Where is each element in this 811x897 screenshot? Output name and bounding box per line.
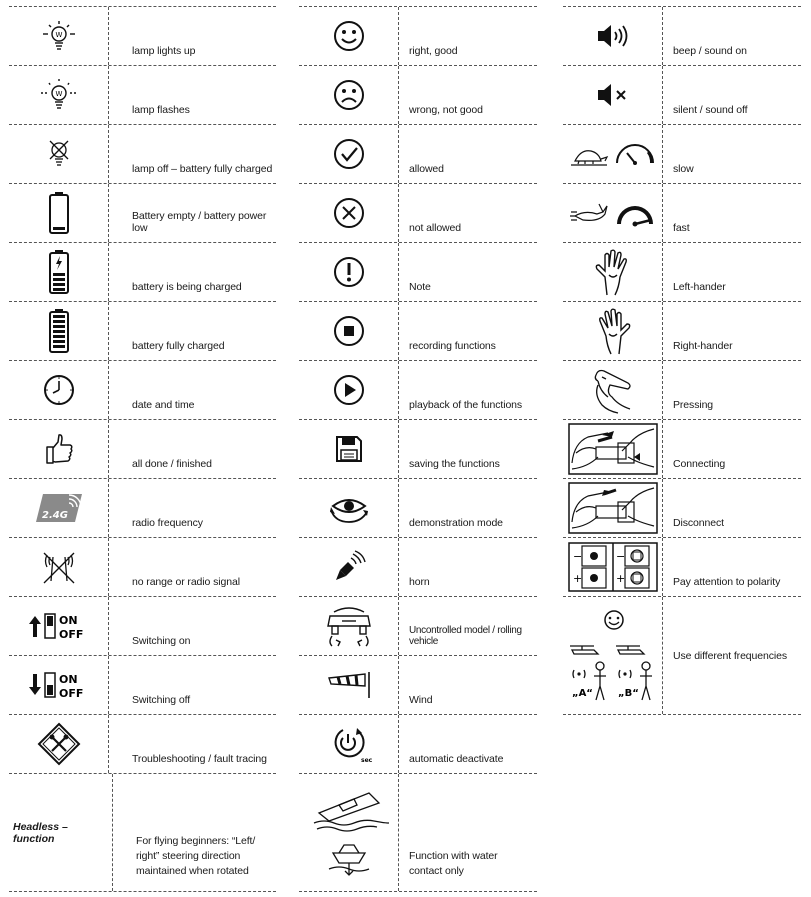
row-label: Right-hander — [673, 340, 733, 352]
row-label: Connecting — [673, 458, 726, 470]
row-label: fast — [673, 222, 690, 234]
headless-title: Headless – function — [13, 820, 68, 845]
row-label: battery fully charged — [132, 340, 225, 352]
switch-on-icon — [9, 597, 109, 655]
table-row — [563, 597, 801, 715]
table-row — [9, 66, 276, 125]
lamp-off-icon — [9, 125, 109, 183]
row-label: Pressing — [673, 399, 714, 411]
table-row — [299, 6, 537, 66]
table-row — [299, 125, 537, 184]
table-row — [299, 184, 537, 243]
row-label: lamp lights up — [132, 45, 196, 57]
minus-sign: − — [572, 550, 582, 563]
fast-rabbit-icon — [563, 184, 663, 242]
table-row — [9, 6, 276, 66]
row-label: Battery empty / battery power low — [132, 210, 267, 234]
row-label: not allowed — [409, 222, 462, 234]
battery-charging-icon — [9, 243, 109, 301]
auto-off-icon — [299, 715, 399, 773]
table-row — [299, 243, 537, 302]
table-row — [563, 420, 801, 479]
table-row — [9, 361, 276, 420]
table-row — [9, 302, 276, 361]
svg-text:W: W — [55, 90, 62, 98]
save-disk-icon — [299, 420, 399, 478]
table-row — [563, 302, 801, 361]
row-label: horn — [409, 576, 430, 588]
row-label: beep / sound on — [673, 45, 747, 57]
row-label: lamp off – battery fully charged — [132, 163, 273, 175]
table-row — [563, 361, 801, 420]
thumbs-up-icon — [9, 420, 109, 478]
check-circle-icon — [299, 125, 399, 183]
table-row — [299, 420, 537, 479]
row-label: Disconnect — [673, 517, 724, 529]
table-row — [563, 479, 801, 538]
table-row — [9, 774, 276, 892]
table-row — [9, 479, 276, 538]
row-label: slow — [673, 163, 694, 175]
battery-empty-icon — [9, 184, 109, 242]
frequencies-icon — [563, 597, 663, 714]
row-label: Pay attention to polarity — [673, 576, 781, 588]
row-label: no range or radio signal — [132, 576, 240, 588]
lamp-on-icon — [9, 7, 109, 65]
sec-text: sec — [360, 757, 372, 764]
table-row — [299, 715, 537, 774]
table-row — [9, 656, 276, 715]
row-label: allowed — [409, 163, 444, 175]
disconnect-icon — [563, 479, 663, 537]
table-row — [563, 125, 801, 184]
row-label: lamp flashes — [132, 104, 190, 116]
polarity-icon — [563, 538, 663, 596]
troubleshooting-icon — [9, 715, 109, 773]
minus-sign: − — [615, 550, 625, 563]
right-hand-icon — [563, 302, 663, 360]
table-row — [9, 420, 276, 479]
row-label: Left-hander — [673, 281, 726, 293]
row-label: wrong, not good — [409, 104, 483, 116]
label-b: „B“ — [617, 687, 639, 699]
record-icon — [299, 302, 399, 360]
table-row — [299, 597, 537, 656]
pressing-finger-icon — [563, 361, 663, 419]
row-label: Function with water contact only — [409, 850, 498, 877]
symbol-table-column-2 — [299, 6, 537, 892]
battery-full-icon — [9, 302, 109, 360]
slow-turtle-icon — [563, 125, 663, 183]
table-row — [9, 715, 276, 774]
plus-sign: + — [615, 572, 625, 585]
off-text: OFF — [58, 628, 83, 641]
table-row — [299, 479, 537, 538]
table-row — [299, 774, 537, 892]
table-row — [563, 243, 801, 302]
table-row — [299, 302, 537, 361]
table-row — [299, 361, 537, 420]
row-label: For flying beginners: “Left/ right” steering direction maintained when rotated — [136, 835, 256, 877]
row-label: Use different frequencies — [673, 649, 788, 662]
car-rolling-icon — [299, 597, 399, 655]
demo-eye-icon — [299, 479, 399, 537]
exclamation-circle-icon — [299, 243, 399, 301]
symbol-table-column-3 — [563, 6, 801, 715]
row-label: automatic deactivate — [409, 753, 504, 765]
table-row — [9, 597, 276, 656]
row-label: recording functions — [409, 340, 496, 352]
connecting-icon — [563, 420, 663, 478]
headless-function — [9, 774, 113, 891]
table-row — [563, 184, 801, 243]
speaker-off-icon — [563, 66, 663, 124]
x-circle-icon — [299, 184, 399, 242]
boat-water-icon — [299, 774, 399, 891]
table-row — [299, 66, 537, 125]
speaker-on-icon — [563, 7, 663, 65]
row-label: radio frequency — [132, 517, 203, 529]
table-row — [563, 6, 801, 66]
lamp-flash-icon — [9, 66, 109, 124]
row-label: Note — [409, 281, 431, 293]
switch-off-icon — [9, 656, 109, 714]
on-text: ON — [58, 673, 78, 686]
row-label: Switching on — [132, 635, 191, 647]
row-label: playback of the functions — [409, 399, 523, 411]
table-row — [9, 538, 276, 597]
svg-text:W: W — [55, 31, 62, 39]
table-row — [563, 538, 801, 597]
radio-frequency-icon — [9, 479, 109, 537]
smiley-icon — [299, 7, 399, 65]
on-text: ON — [58, 614, 78, 627]
table-row — [299, 656, 537, 715]
table-row — [9, 125, 276, 184]
row-label: silent / sound off — [673, 104, 748, 116]
row-label: saving the functions — [409, 458, 500, 470]
play-icon — [299, 361, 399, 419]
row-label: demonstration mode — [409, 517, 503, 529]
label-a: „A“ — [571, 687, 593, 699]
row-label: battery is being charged — [132, 281, 242, 293]
row-label: Switching off — [132, 694, 191, 706]
badge-text: 2.4G — [41, 510, 68, 521]
row-label: right, good — [409, 45, 458, 57]
row-label: all done / finished — [132, 458, 212, 470]
no-signal-icon — [9, 538, 109, 596]
table-row — [299, 538, 537, 597]
plus-sign: + — [572, 572, 582, 585]
row-label: Troubleshooting / fault tracing — [132, 753, 267, 765]
row-label: Uncontrolled model / rolling vehicle — [409, 625, 522, 647]
sad-face-icon — [299, 66, 399, 124]
table-row — [563, 66, 801, 125]
table-row — [9, 184, 276, 243]
horn-icon — [299, 538, 399, 596]
off-text: OFF — [58, 687, 83, 700]
left-hand-icon — [563, 243, 663, 301]
table-row — [9, 243, 276, 302]
row-label: Wind — [409, 694, 433, 706]
symbol-table-column-1 — [9, 6, 276, 892]
windsock-icon — [299, 656, 399, 714]
clock-icon — [9, 361, 109, 419]
row-label: date and time — [132, 399, 195, 411]
